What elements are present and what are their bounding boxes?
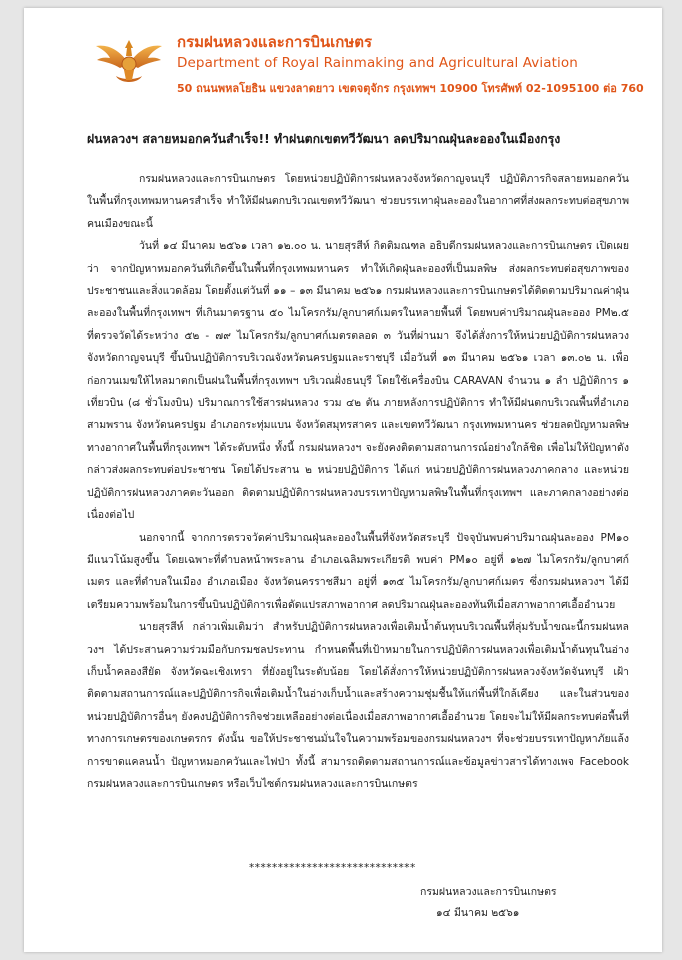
org-name-english: Department of Royal Rainmaking and Agricultural Aviation [177,55,578,71]
paragraph: นอกจากนี้ จากการตรวจวัดค่าปริมาณฝุ่นละอองในพื้นที่จังหวัดสระบุรี ปัจจุบันพบค่าปริมาณฝุ่นละออง PM๑๐ มีแนวโน้มสูงขึ้น โดยเฉพาะที่ตำบลหน้าพระลาน อำเภอเฉลิมพระเกียรติ พบค่า PM๑๐ อยู่ที่ ๑๒๗ ไมโครกรัม/ลูกบาศก์เมตร และที่ตำบลในเมือง อำเภอเมือง จังหวัดนครราชสีมา อยู่ที่ ๑๓๕ ไมโครกรัม/ลูกบาศก์เมตร ซึ่งกรมฝนหลวงฯ ได้มีเตรียมความพร้อมในการขึ้นบินปฏิบัติการเพื่อดัดแปรสภาพอากาศ ลดปริมาณฝุ่นละอองทันทีเมื่อสภาพอากาศเอื้ออำนวย [87,531,629,611]
signoff-date: ๑๔ มีนาคม ๒๕๖๑ [436,907,520,919]
emblem-icon [94,34,164,90]
press-headline: ฝนหลวงฯ สลายหมอกควันสำเร็จ!! ทำฝนตกเขตทวีวัฒนา ลดปริมาณฝุ่นละอองในเมืองกรุง [87,132,561,146]
separator-stars: ***************************** [249,862,416,874]
signoff [420,882,557,924]
paragraph: กรมฝนหลวงและการบินเกษตร โดยหน่วยปฏิบัติการฝนหลวงจังหวัดกาญจนบุรี ปฏิบัติภารกิจสลายหมอกควันในพื้นที่กรุงเทพมหานครสำเร็จ ทำให้มีฝนตกบริเวณเขตทวีวัฒนา ช่วยบรรเทาฝุ่นละอองในอากาศที่ส่งผลกระทบต่อสุขภาพคนเมืองขณะนี้ [87,173,629,230]
org-name-thai: กรมฝนหลวงและการบินเกษตร [177,33,373,51]
signoff-issuer: กรมฝนหลวงและการบินเกษตร [420,886,557,898]
press-body [87,168,629,795]
org-address: 50 ถนนพหลโยธิน แขวงลาดยาว เขตจตุจักร กรุงเทพฯ 10900 โทรศัพท์ 02-1095100 ต่อ 760 [177,82,644,95]
paragraph: นายสุรสีห์ กล่าวเพิ่มเติมว่า สำหรับปฏิบัติการฝนหลวงเพื่อเติมน้ำต้นทุนบริเวณพื้นที่ลุ่มรับน้ำขณะนี้กรมฝนหลวงฯ ได้ประสานความร่วมมือกับกรมชลประทาน กำหนดพื้นที่เป้าหมายในการปฏิบัติการฝนหลวงเพื่อเติมน้ำต้นทุนในอ่างเก็บน้ำคลองสียัด จังหวัดฉะเชิงเทรา ที่ยังอยู่ในระดับน้อย โดยได้สั่งการให้หน่วยปฏิบัติการฝนหลวงจังหวัดจันทบุรี เฝ้าติดตามสถานการณ์และปฏิบัติการกิจเพื่อเติมน้ำในอ่างเก็บน้ำและสร้างความชุ่มชื้นให้แก่พื้นที่ใกล้เคียง และในส่วนของหน่วยปฏิบัติการอื่นๆ ยังคงปฏิบัติการกิจช่วยเหลืออย่างต่อเนื่องเมื่อสภาพอากาศเอื้ออำนวย โดยจะไม่ให้มีผลกระทบต่อพื้นที่ทางการเกษตรของเกษตรกร ดังนั้น ขอให้ประชาชนมั่นใจในความพร้อมของกรมฝนหลวงฯ ที่จะช่วยบรรเทาปัญหาภัยแล้ง การขาดแคลนน้ำ ปัญหาหมอกควันและไฟป่า ทั้งนี้ สามารถติดตามสถานการณ์และข้อมูลข่าวสารได้ทางเพจ Facebook กรมฝนหลวงและการบินเกษตร หรือเว็บไซต์กรมฝนหลวงและการบินเกษตร [87,621,629,790]
paragraph: วันที่ ๑๔ มีนาคม ๒๕๖๑ เวลา ๑๒.๐๐ น. นายสุรสีห์ กิตติมณฑล อธิบดีกรมฝนหลวงและการบินเกษตร เปิดเผยว่า จากปัญหาหมอกควันที่เกิดขึ้นในพื้นที่กรุงเทพมหานคร ทำให้เกิดฝุ่นละอองที่เป็นมลพิษ ส่งผลกระทบต่อสุขภาพของประชาชนและสิ่งแวดล้อม โดยตั้งแต่วันที่ ๑๑ – ๑๓ มีนาคม ๒๕๖๑ กรมฝนหลวงและการบินเกษตรได้ติดตามปริมาณค่าฝุ่นละอองในพื้นที่กรุงเทพฯ ที่เกินมาตรฐาน ๕๐ ไมโครกรัม/ลูกบาศก์เมตรในหลายพื้นที่ โดยพบค่าปริมาณฝุ่นละออง PM๒.๕ ที่ตรวจวัดได้ระหว่าง ๕๒ - ๗๙ ไมโครกรัม/ลูกบาศก์เมตรตลอด ๓ วันที่ผ่านมา จึงได้สั่งการให้หน่วยปฏิบัติการฝนหลวงจังหวัดกาญจนบุรี ขึ้นบินปฏิบัติการบริเวณจังหวัดนครปฐมและราชบุรี เมื่อวันที่ ๑๓ มีนาคม ๒๕๖๑ เวลา ๑๓.๐๒ น. เพื่อก่อกวนเมฆให้ไหลมาตกเป็นฝนในพื้นที่กรุงเทพฯ บริเวณฝั่งธนบุรี โดยใช้เครื่องบิน CARAVAN จำนวน ๑ ลำ ปฏิบัติการ ๑ เที่ยวบิน (๘ ชั่วโมงบิน) ปริมาณการใช้สารฝนหลวง รวม ๔๒ ตัน ภายหลังการปฏิบัติการ ทำให้มีฝนตกบริเวณพื้นที่อำเภอสามพราน จังหวัดนครปฐม อำเภอกระทุ่มแบน จังหวัดสมุทรสาคร และเขตทวีวัฒนา กรุงเทพมหานคร ช่วยลดปัญหามลพิษทางอากาศในพื้นที่กรุงเทพฯ ได้ระดับหนึ่ง ทั้งนี้ กรมฝนหลวงฯ จะยังคงติดตามสถานการณ์อย่างใกล้ชิด เพื่อไม่ให้ปัญหาดังกล่าวส่งผลกระทบต่อประชาชน โดยได้ประสาน ๒ หน่วยปฏิบัติการ ได้แก่ หน่วยปฏิบัติการฝนหลวงภาคกลาง และหน่วยปฏิบัติการฝนหลวงภาคตะวันออก ติดตามปฏิบัติการฝนหลวงบรรเทาปัญหามลพิษในพื้นที่กรุงเทพฯ และภาคกลางอย่างต่อเนื่องต่อไป [87,240,629,522]
press-release-page [24,8,662,952]
